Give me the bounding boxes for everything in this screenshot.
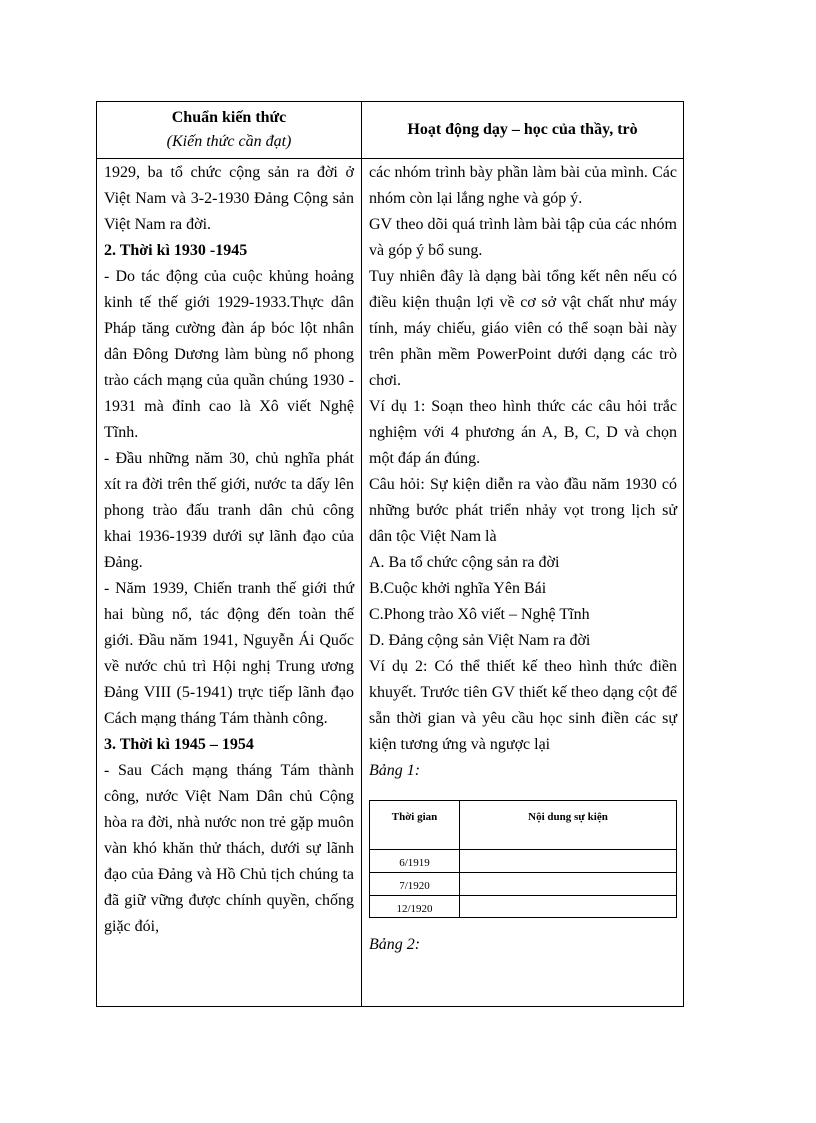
right-paragraph: Tuy nhiên đây là dạng bài tổng kết nên nếu có điều kiện thuận lợi về cơ sở vật chất như máy tính, máy chiếu, giáo viên có thể soạn bài này trên phần mềm PowerPoint dưới dạng các trò chơi. [369,268,677,389]
table-row [370,849,676,873]
column-divider [361,102,362,1006]
table2-caption: Bảng 2: [369,936,421,953]
question-text: Câu hỏi: Sự kiện diễn ra vào đầu năm 1930 có những bước phát triển nhảy vọt trong lịch sử dân tộc Việt Nam là [369,476,677,545]
section-heading-1930: 2. Thời kì 1930 -1945 [104,242,248,259]
right-paragraph: Ví dụ 1: Soạn theo hình thức các câu hỏi trắc nghiệm với 4 phương án A, B, C, D và chọn một đáp án đúng. [369,398,677,467]
knowledge-column [104,160,354,940]
header-divider [97,158,683,159]
activities-column [369,160,677,958]
left-paragraph: - Đầu những năm 30, chủ nghĩa phát xít ra đời trên thế giới, nước ta dấy lên phong trào đấu tranh dân chủ công khai 1936-1939 dưới sự lãnh đạo của Đảng. [104,450,354,571]
left-paragraph: - Năm 1939, Chiến tranh thế giới thứ hai bùng nổ, tác động đến toàn thế giới. Đầu năm 1941, Nguyễn Ái Quốc về nước chủ trì Hội nghị Trung ương Đảng VIII (5-1941) trực tiếp lãnh đạo Cách mạng tháng Tám thành công. [104,580,354,727]
events-table-header [370,801,676,850]
left-paragraph: - Sau Cách mạng tháng Tám thành công, nước Việt Nam Dân chủ Cộng hòa ra đời, nhà nước non trẻ gặp muôn vàn khó khăn thử thách, dưới sự lãnh đạo của Đảng và Hồ Chủ tịch chúng ta đã giữ vững được chính quyền, chống giặc đói, [104,762,354,935]
col-header-event: Nội dung sự kiện [528,811,608,823]
col-header-time: Thời gian [391,811,438,823]
right-paragraph: GV theo dõi quá trình làm bài tập của các nhóm và góp ý bổ sung. [369,216,677,259]
table-row [370,895,676,917]
right-paragraph: các nhóm trình bày phần làm bài của mình. Các nhóm còn lại lắng nghe và góp ý. [369,164,677,207]
section-heading-1945: 3. Thời kì 1945 – 1954 [104,736,254,753]
left-paragraph: 1929, ba tổ chức cộng sản ra đời ở Việt Nam và 3-2-1930 Đảng Cộng sản Việt Nam ra đời. [104,164,354,233]
header-right-title: Hoạt động dạy – học của thầy, trò [407,121,638,138]
answer-option-b: B.Cuộc khởi nghĩa Yên Bái [369,580,547,597]
row-date: 7/1920 [399,880,430,892]
header-right-cell [362,102,683,158]
header-left-title: Chuẩn kiến thức [171,109,287,126]
table-row [370,872,676,896]
answer-option-d: D. Đảng cộng sản Việt Nam ra đời [369,632,591,649]
header-left-subtitle: (Kiến thức cần đạt) [166,133,292,150]
answer-option-a: A. Ba tổ chức cộng sản ra đời [369,554,560,571]
left-paragraph: - Do tác động của cuộc khủng hoảng kinh tế thế giới 1929-1933.Thực dân Pháp tăng cường đàn áp bóc lột nhân dân Đông Dương làm bùng nổ phong trào cách mạng của quần chúng 1930 - 1931 mà đỉnh cao là Xô viết Nghệ Tĩnh. [104,268,354,441]
row-date: 6/1919 [399,857,430,869]
answer-option-c: C.Phong trào Xô viết – Nghệ Tĩnh [369,606,590,623]
header-left-cell [97,102,361,158]
table1-caption: Bảng 1: [369,762,421,779]
events-table [369,800,677,918]
lesson-table [96,101,684,1007]
row-date: 12/1920 [396,903,433,915]
right-paragraph: Ví dụ 2: Có thể thiết kế theo hình thức điền khuyết. Trước tiên GV thiết kế theo dạng cột để sẵn thời gian và yêu cầu học sinh điền các sự kiện tương ứng và ngược lại [369,658,677,753]
